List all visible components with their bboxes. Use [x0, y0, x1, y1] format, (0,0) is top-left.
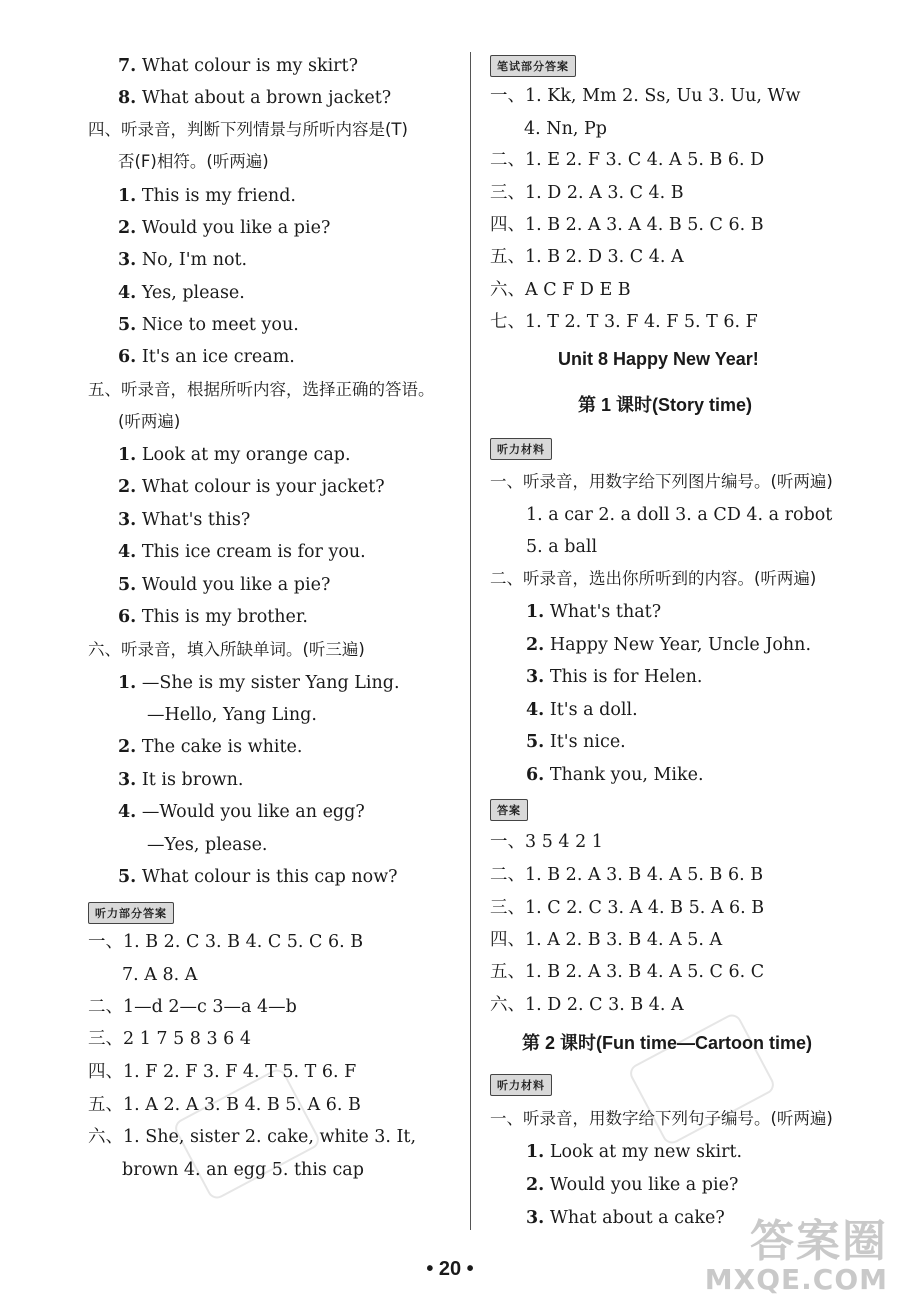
list-item: 3. What's this? [118, 510, 251, 530]
answer-line: 六、1. D 2. C 3. B 4. A [490, 995, 684, 1015]
answer-line: 五、1. B 2. D 3. C 4. A [490, 247, 684, 267]
question-heading: 一、听录音，用数字给下列图片编号。(听两遍) [490, 472, 833, 491]
list-item: 5. What colour is this cap now? [118, 867, 398, 887]
list-item: 5. It's nice. [526, 732, 626, 752]
list-item: 3. This is for Helen. [526, 667, 703, 687]
answer-line: brown 4. an egg 5. this cap [122, 1160, 364, 1180]
watermark-url: MXQE.COM [704, 1263, 888, 1296]
answer-line: 六、1. She, sister 2. cake, white 3. It, [88, 1127, 417, 1147]
unit-title: Unit 8 Happy New Year! [558, 349, 759, 369]
list-item: 3. What about a cake? [526, 1208, 725, 1228]
answer-line: 四、1. A 2. B 3. B 4. A 5. A [490, 930, 723, 950]
question-heading: 一、听录音，用数字给下列句子编号。(听两遍) [490, 1109, 833, 1128]
list-item: 6. Thank you, Mike. [526, 765, 704, 785]
section-heading: 六、听录音，填入所缺单词。(听三遍) [88, 640, 365, 659]
list-item-cont: —Hello, Yang Ling. [147, 705, 317, 725]
list-item: 1. Look at my new skirt. [526, 1142, 743, 1162]
section-heading-cont: (听两遍) [118, 412, 181, 431]
site-watermark [705, 1205, 888, 1296]
list-item: 2. Would you like a pie? [118, 218, 331, 238]
list-item: 1. What's that? [526, 602, 662, 622]
section-heading: 四、听录音，判断下列情景与所听内容是(T) [88, 120, 408, 139]
answer-line: 二、1. E 2. F 3. C 4. A 5. B 6. D [490, 150, 765, 170]
section-heading-cont: 否(F)相符。(听两遍) [118, 152, 269, 171]
answer-line: 七、1. T 2. T 3. F 4. F 5. T 6. F [490, 312, 758, 332]
list-item: 6. This is my brother. [118, 607, 308, 627]
answers-tag: 答案 [490, 799, 528, 821]
answer-line: 三、1. C 2. C 3. A 4. B 5. A 6. B [490, 898, 765, 918]
answer-line: 二、1—d 2—c 3—a 4—b [88, 997, 297, 1017]
list-item: 2. Happy New Year, Uncle John. [526, 635, 812, 655]
watermark-text: 答案圈 [750, 1216, 888, 1267]
list-item: 7. What colour is my skirt? [118, 56, 358, 76]
list-item-cont: —Yes, please. [147, 835, 268, 855]
answer-line: 一、3 5 4 2 1 [490, 832, 603, 852]
list-item: 1. This is my friend. [118, 186, 296, 206]
list-item: 4. —Would you like an egg? [118, 802, 365, 822]
list-item: 4. It's a doll. [526, 700, 638, 720]
answer-line: 一、1. Kk, Mm 2. Ss, Uu 3. Uu, Ww [490, 86, 801, 106]
list-item: 3. No, I'm not. [118, 250, 248, 270]
answer-line: 四、1. B 2. A 3. A 4. B 5. C 6. B [490, 215, 764, 235]
lesson-title: 第 2 课时(Fun time—Cartoon time) [522, 1033, 813, 1053]
question-heading: 二、听录音，选出你所听到的内容。(听两遍) [490, 569, 817, 588]
answer-line: 7. A 8. A [122, 965, 198, 985]
answer-line: 一、1. B 2. C 3. B 4. C 5. C 6. B [88, 932, 364, 952]
column-divider [470, 52, 471, 1230]
written-answers-tag: 笔试部分答案 [490, 55, 576, 77]
listening-tag: 听力材料 [490, 1074, 552, 1096]
list-item: 5. Would you like a pie? [118, 575, 331, 595]
list-item: 5. a ball [526, 537, 598, 557]
answer-line: 4. Nn, Pp [524, 119, 607, 139]
list-item: 2. The cake is white. [118, 737, 303, 757]
list-item: 4. Yes, please. [118, 283, 245, 303]
section-heading: 五、听录音，根据所听内容，选择正确的答语。 [88, 380, 435, 399]
list-item: 6. It's an ice cream. [118, 347, 295, 367]
list-item: 1. a car 2. a doll 3. a CD 4. a robot [526, 505, 833, 525]
answer-line: 二、1. B 2. A 3. B 4. A 5. B 6. B [490, 865, 764, 885]
answer-line: 五、1. B 2. A 3. B 4. A 5. C 6. C [490, 962, 765, 982]
listening-tag: 听力材料 [490, 438, 552, 460]
list-item: 1. —She is my sister Yang Ling. [118, 673, 400, 693]
answers-tag: 听力部分答案 [88, 902, 174, 924]
lesson-title: 第 1 课时(Story time) [578, 395, 753, 415]
list-item: 2. Would you like a pie? [526, 1175, 739, 1195]
list-item: 1. Look at my orange cap. [118, 445, 351, 465]
page-number: • 20 • [426, 1258, 474, 1280]
list-item: 8. What about a brown jacket? [118, 88, 392, 108]
answer-line: 四、1. F 2. F 3. F 4. T 5. T 6. F [88, 1062, 357, 1082]
list-item: 4. This ice cream is for you. [118, 542, 366, 562]
list-item: 5. Nice to meet you. [118, 315, 299, 335]
answer-line: 三、1. D 2. A 3. C 4. B [490, 183, 684, 203]
list-item: 2. What colour is your jacket? [118, 477, 385, 497]
answer-line: 六、A C F D E B [490, 280, 631, 300]
list-item: 3. It is brown. [118, 770, 244, 790]
answer-line: 三、2 1 7 5 8 3 6 4 [88, 1029, 252, 1049]
answer-line: 五、1. A 2. A 3. B 4. B 5. A 6. B [88, 1095, 361, 1115]
